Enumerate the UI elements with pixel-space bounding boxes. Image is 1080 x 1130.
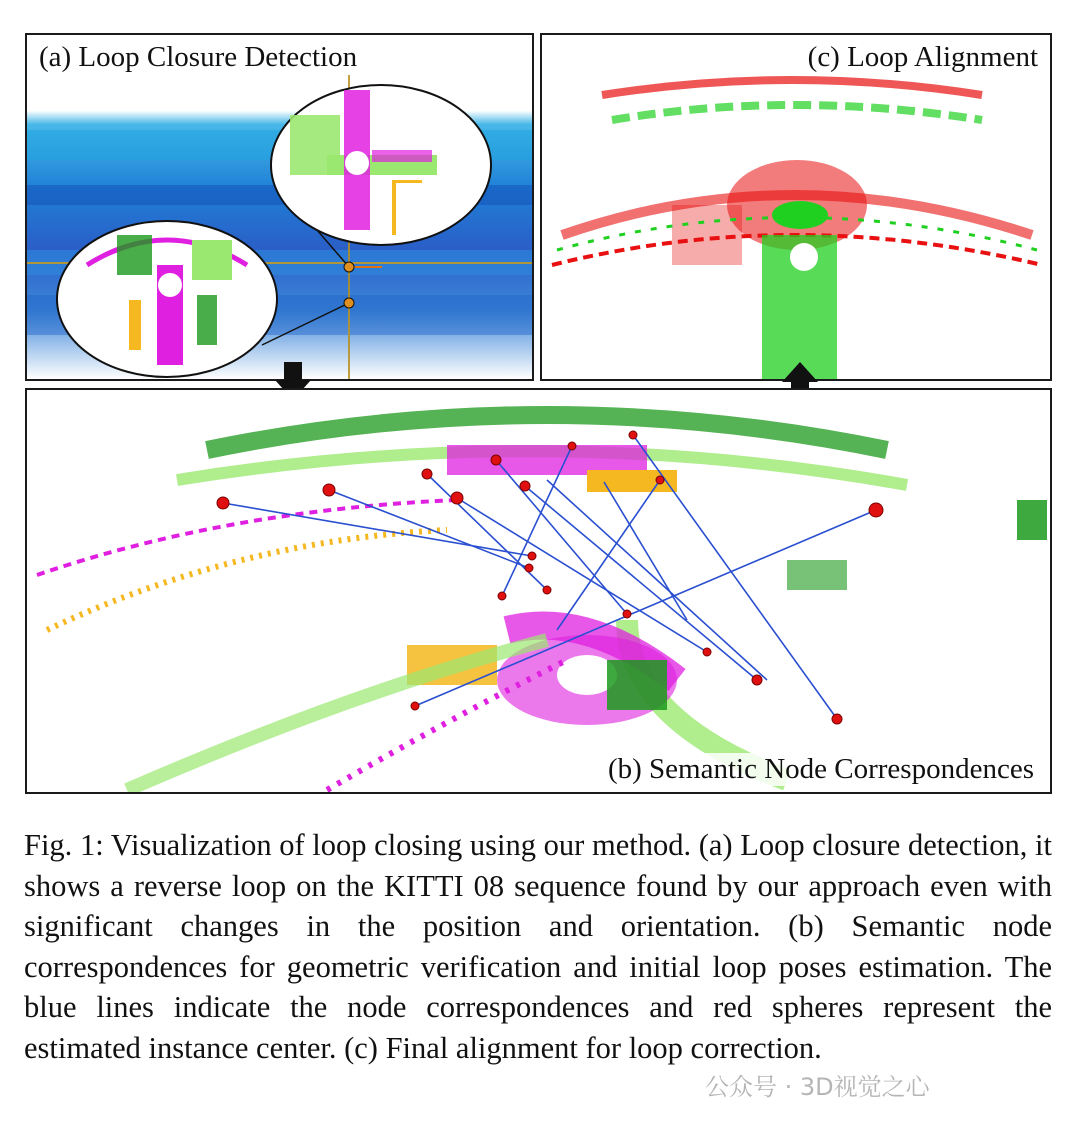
green-scan-points: [557, 105, 1037, 379]
panel-loop-alignment: [540, 33, 1052, 381]
panel-a-label: (a) Loop Closure Detection: [35, 41, 361, 74]
panel-loop-closure-detection: [25, 33, 534, 381]
zoom-ellipse-candidate: [271, 85, 491, 245]
panel-b-label: (b) Semantic Node Correspondences: [604, 753, 1038, 786]
zoom-ellipse-query: [57, 221, 277, 377]
loop-closure-point-cloud: [27, 35, 532, 379]
semantic-graph-scene: [27, 390, 1050, 792]
figure-caption: Fig. 1: Visualization of loop closing using our method. (a) Loop closure detection, it shows a reverse loop on the KITTI 08 sequence found by our approach even with significant changes in the position and orientation. (b) Semantic node correspondences for geometric verification and initial loop poses estimation. The blue lines indicate the node correspondences and red spheres represent the estimated instance center. (c) Final alignment for loop correction.: [24, 828, 1052, 1065]
panel-semantic-node-correspondences: [25, 388, 1052, 794]
watermark: 公众号 · 3D视觉之心: [705, 1073, 930, 1101]
panel-c-label: (c) Loop Alignment: [804, 41, 1042, 74]
semantic-point-cloud: [37, 415, 1047, 790]
loop-alignment-point-cloud: [542, 35, 1050, 379]
